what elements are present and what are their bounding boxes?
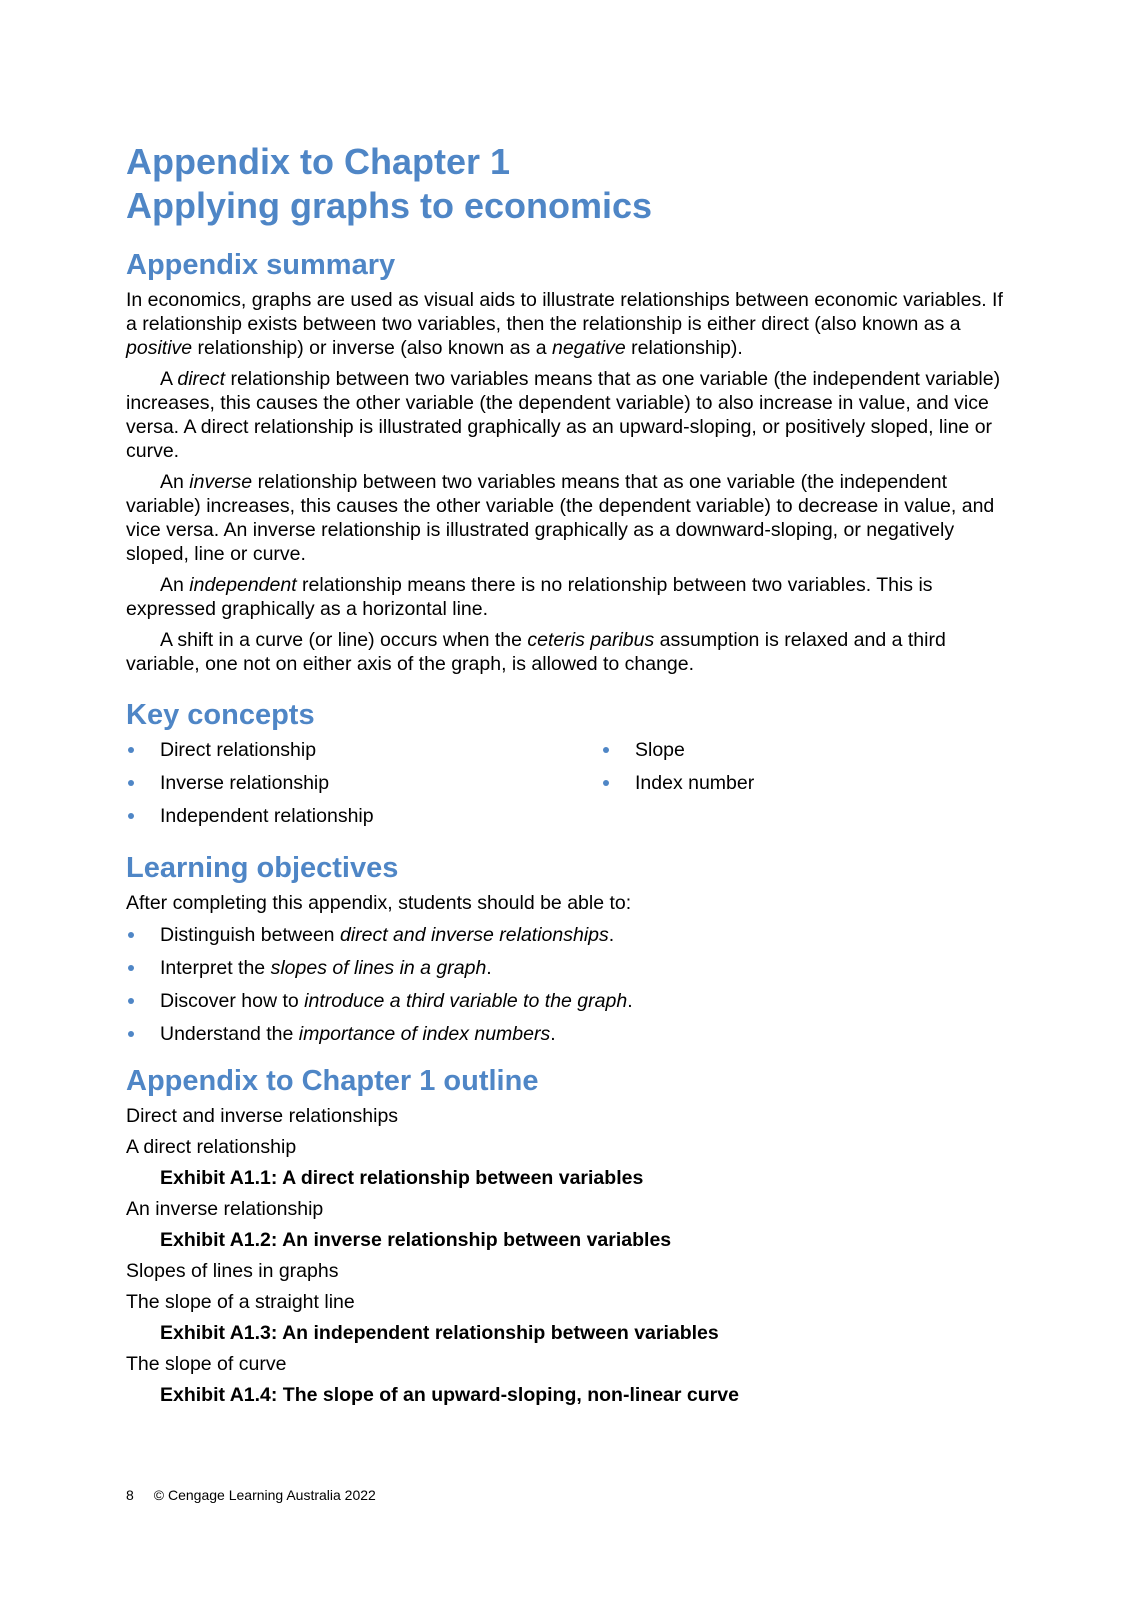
page-title (126, 140, 1016, 228)
bullet-icon (128, 998, 134, 1004)
outline-item: The slope of curve (126, 1353, 287, 1375)
bullet-icon (128, 932, 134, 938)
page-number: 8 (126, 1487, 134, 1503)
list-item: Direct relationship (126, 738, 601, 762)
outline-heading: Appendix to Chapter 1 outline (126, 1065, 539, 1097)
bullet-icon (128, 780, 134, 786)
key-concepts-left-column (126, 738, 601, 837)
outline-exhibit: Exhibit A1.4: The slope of an upward-sloping, non-linear curve (160, 1384, 739, 1406)
list-item: Interpret the slopes of lines in a graph. (126, 956, 1016, 980)
bullet-icon (128, 747, 134, 753)
summary-heading: Appendix summary (126, 249, 396, 281)
summary-paragraph: In economics, graphs are used as visual aids to illustrate relationships between economic variables. If a relationship exists between two variables, then the relationship is either direct (also known as a positive relationship) or inverse (also known as a negative relationship). (126, 289, 1003, 359)
list-item: Index number (601, 771, 754, 795)
bullet-icon (128, 965, 134, 971)
title-line-1: Appendix to Chapter 1 (126, 141, 511, 182)
list-item: Distinguish between direct and inverse relationships. (126, 923, 1016, 947)
bullet-icon (128, 1031, 134, 1037)
outline-exhibit: Exhibit A1.1: A direct relationship between variables (160, 1167, 644, 1189)
list-item: Inverse relationship (126, 771, 601, 795)
outline-item: An inverse relationship (126, 1198, 324, 1220)
summary-paragraph: An independent relationship means there is no relationship between two variables. This is expressed graphically as a horizontal line. (126, 574, 933, 620)
outline-item: The slope of a straight line (126, 1291, 355, 1313)
objectives-list (126, 923, 1016, 1046)
outline-item: Slopes of lines in graphs (126, 1260, 339, 1282)
list-item: Understand the importance of index numbers. (126, 1022, 1016, 1046)
learning-objectives-heading: Learning objectives (126, 852, 399, 884)
outline-exhibit: Exhibit A1.2: An inverse relationship between variables (160, 1229, 672, 1251)
page-footer (126, 1486, 376, 1504)
summary-paragraph: An inverse relationship between two variables means that as one variable (the independent variable) increases, this causes the other variable (the dependent variable) to decrease in value, and vice versa. An inverse relationship is illustrated graphically as a downward-sloping, or negatively sloped, line or curve. (126, 471, 995, 565)
list-item: Discover how to introduce a third variable to the graph. (126, 989, 1016, 1013)
title-line-2: Applying graphs to economics (126, 185, 653, 226)
key-concepts-right-column (601, 738, 754, 837)
list-item: Independent relationship (126, 804, 601, 828)
bullet-icon (603, 747, 609, 753)
summary-paragraph: A shift in a curve (or line) occurs when the ceteris paribus assumption is relaxed and a third variable, one not on either axis of the graph, is allowed to change. (126, 629, 946, 675)
key-concepts-list (126, 738, 1016, 837)
page-content (126, 140, 1016, 1414)
list-item: Slope (601, 738, 754, 762)
bullet-icon (128, 813, 134, 819)
copyright-notice: © Cengage Learning Australia 2022 (153, 1487, 376, 1503)
summary-paragraph: A direct relationship between two variables means that as one variable (the independent variable) increases, this causes the other variable (the dependent variable) to also increase in value, and vice versa. A direct relationship is illustrated graphically as an upward-sloping, or positively sloped, line or curve. (126, 368, 1001, 462)
key-concepts-heading: Key concepts (126, 699, 315, 731)
outline-item: A direct relationship (126, 1136, 297, 1158)
objectives-intro: After completing this appendix, students should be able to: (126, 892, 632, 914)
bullet-icon (603, 780, 609, 786)
outline-exhibit: Exhibit A1.3: An independent relationship between variables (160, 1322, 719, 1344)
outline-list (126, 1104, 1016, 1407)
outline-item: Direct and inverse relationships (126, 1105, 399, 1127)
